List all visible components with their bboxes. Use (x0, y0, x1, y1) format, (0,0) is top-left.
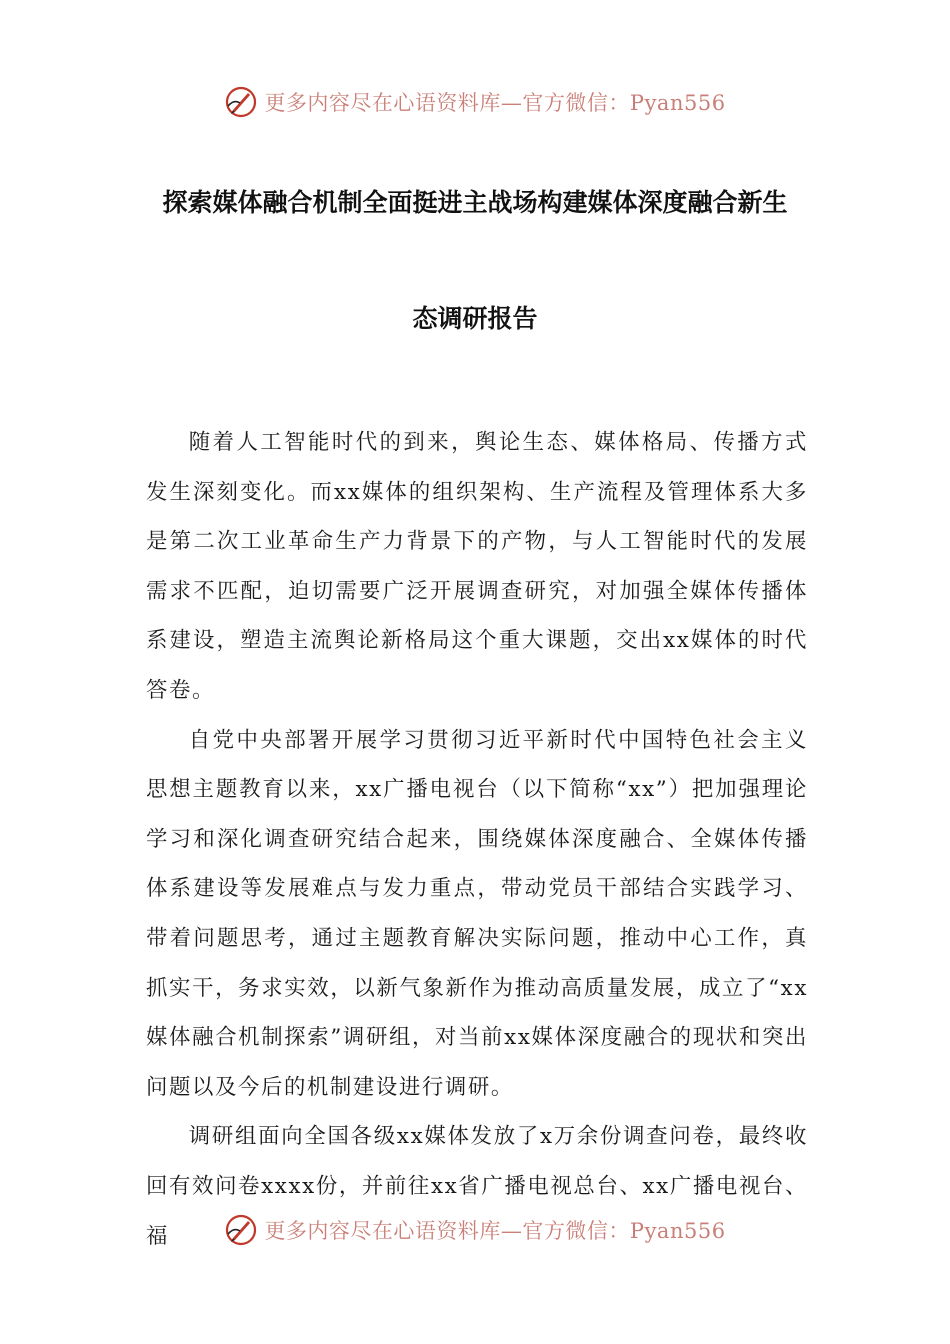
quill-pen-logo-icon (224, 1213, 258, 1247)
header-banner (0, 82, 950, 122)
document-title-line-2: 态调研报告 (412, 304, 538, 333)
paragraph-3: 调研组面向全国各级xx媒体发放了x万余份调查问卷，最终收回有效问卷xxxx份，并前往xx省广播电视总台、xx广播电视台、福 (146, 1124, 808, 1249)
banner-text: 更多内容尽在心语资料库—官方微信：Pyan556 (264, 91, 726, 115)
document-body (146, 418, 808, 1261)
footer-banner (0, 1210, 950, 1250)
quill-pen-logo-icon (224, 85, 258, 119)
paragraph-2: 自党中央部署开展学习贯彻习近平新时代中国特色社会主义思想主题教育以来，xx广播电视台（以下简称“xx”）把加强理论学习和深化调查研究结合起来，围绕媒体深度融合、全媒体传播体系建设等发展难点与发力重点，带动党员干部结合实践学习、带着问题思考，通过主题教育解决实际问题，推动中心工作，真抓实干，务求实效，以新气象新作为推动高质量发展，成立了“xx媒体融合机制探索”调研组，对当前xx媒体深度融合的现状和突出问题以及今后的机制建设进行调研。 (146, 727, 808, 1100)
document-title-line-1: 探索媒体融合机制全面挺进主战场构建媒体深度融合新生 (162, 188, 788, 217)
paragraph-1: 随着人工智能时代的到来，舆论生态、媒体格局、传播方式发生深刻变化。而xx媒体的组织架构、生产流程及管理体系大多是第二次工业革命生产力背景下的产物，与人工智能时代的发展需求不匹配，迫切需要广泛开展调查研究，对加强全媒体传播体系建设，塑造主流舆论新格局这个重大课题，交出xx媒体的时代答卷。 (146, 430, 808, 703)
banner-text: 更多内容尽在心语资料库—官方微信：Pyan556 (264, 1219, 726, 1243)
